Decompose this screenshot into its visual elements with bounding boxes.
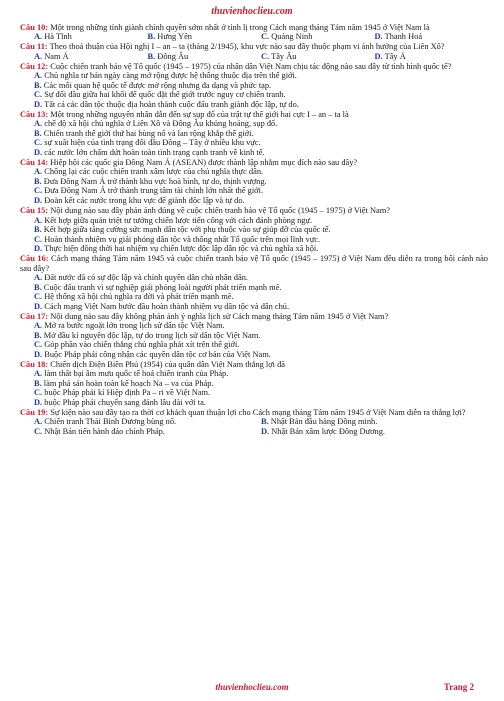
option-letter: B. xyxy=(34,80,42,90)
option-text: Kết hợp giữa tăng cường sức mạnh dân tộc với phụ thuộc vào sự giúp đỡ của quốc tế. xyxy=(41,225,331,235)
option-letter: D. xyxy=(34,99,43,109)
answer-option xyxy=(34,388,210,397)
option-text: Kết hợp giữa quán triệt tư tưởng chiến lược tiến công với cách đánh phòng ngự. xyxy=(42,215,313,225)
question-text: Nội dung nào sau đây phản ánh đúng về cuộc chiến tranh bảo vệ Tổ quốc (1945 – 1975) ở Việt Nam? xyxy=(48,206,390,216)
option-letter: B. xyxy=(34,225,42,235)
option-text: Mở đầu kỉ nguyên độc lập, tự do trong lịch sử dân tộc Việt Nam. xyxy=(41,330,261,340)
option-letter: C. xyxy=(34,90,43,100)
option-text: Tất cả các dân tộc thuộc địa hoàn thành cuộc đấu tranh giành độc lập, tự do. xyxy=(42,99,299,109)
option-text: Cách mạng Việt Nam bước đầu hoàn thành nhiệm vụ dân tộc và dân chủ. xyxy=(42,301,290,311)
option-text: Đất nước đã có sự độc lập và chính quyền dân chủ nhân dân. xyxy=(42,273,248,283)
question-stem xyxy=(20,360,488,370)
option-text: Đông Âu xyxy=(155,51,189,61)
option-letter: D. xyxy=(34,244,43,254)
option-text: sự xuất hiện của tình trạng đối đầu Đông – Tây ở nhiều khu vực. xyxy=(42,138,261,148)
question-number: Câu 19: xyxy=(20,407,49,417)
answer-option xyxy=(375,32,423,41)
option-letter: B. xyxy=(261,417,269,427)
option-letter: C. xyxy=(34,388,43,398)
option-letter: D. xyxy=(261,426,270,436)
question-text: Hiệp hội các quốc gia Đông Nam Á (ASEAN) được thành lập nhằm mục đích nào sau đây? xyxy=(48,157,358,167)
answer-option xyxy=(34,302,289,311)
option-text: Tây Âu xyxy=(269,51,297,61)
option-text: Hưng Yên xyxy=(155,32,192,42)
answer-option xyxy=(34,148,265,157)
option-letter: A. xyxy=(34,32,43,42)
option-letter: D. xyxy=(34,349,43,359)
question-block xyxy=(20,158,488,206)
option-text: buộc Pháp phải kí Hiệp định Pa – ri về Việt Nam. xyxy=(42,388,211,398)
answer-option xyxy=(34,225,331,234)
question-number: Câu 15: xyxy=(20,206,49,216)
answer-option xyxy=(261,52,296,61)
options-row xyxy=(20,32,488,42)
answer-option xyxy=(34,369,228,378)
page-footer xyxy=(0,682,504,694)
question-stem xyxy=(20,42,488,52)
option-text: Đưa Đông Nam Á trở thành trung tâm tài chính lớn nhất thế giới. xyxy=(42,186,264,196)
option-letter: D. xyxy=(34,195,43,205)
option-letter: A. xyxy=(34,321,43,331)
option-text: các nước lớn chấm dứt hoàn toàn tình trạng cạnh tranh về kinh tế. xyxy=(42,147,265,157)
answer-option xyxy=(34,340,239,349)
question-text: Một trong những nguyên nhân dẫn đến sự sụp đổ của trật tự thế giới hai cực I – an – ta là xyxy=(48,109,349,119)
option-letter: B. xyxy=(34,378,42,388)
option-letter: B. xyxy=(34,176,42,186)
option-text: Đoàn kết các nước trong khu vực để giành độc lập và tự do. xyxy=(42,195,245,205)
question-stem xyxy=(20,158,488,168)
question-text: Theo thoả thuận của Hội nghị I – an – ta (tháng 2/1945), khu vực nào sau đây thuộc phạm vi ảnh hưởng của Liên Xô? xyxy=(47,42,445,52)
question-stem xyxy=(20,408,488,418)
option-letter: C. xyxy=(261,32,270,42)
answer-option xyxy=(34,321,225,330)
answer-option xyxy=(34,379,214,388)
option-letter: C. xyxy=(34,340,43,350)
option-text: Quảng Ninh xyxy=(269,32,313,42)
answer-option xyxy=(34,186,263,195)
option-text: Thanh Hoá xyxy=(382,32,423,42)
option-letter: D. xyxy=(34,147,43,157)
option-letter: B. xyxy=(34,282,42,292)
question-number: Câu 13: xyxy=(20,109,49,119)
question-number: Câu 11: xyxy=(20,42,48,52)
question-number: Câu 12: xyxy=(20,61,49,71)
option-text: Nhật Bản tiến hành đảo chính Pháp. xyxy=(42,426,165,436)
answer-option xyxy=(261,417,377,426)
option-text: Chủ nghĩa tư bản ngày càng mở rộng được hệ thống thuộc địa trên thế giới. xyxy=(42,71,297,81)
option-letter: C. xyxy=(34,292,43,302)
option-letter: D. xyxy=(374,32,383,42)
answer-option xyxy=(34,292,234,301)
option-letter: D. xyxy=(34,397,43,407)
option-letter: B. xyxy=(147,51,156,61)
question-text: Chiến dịch Điện Biên Phủ (1954) của quân dân Việt Nam thắng lợi đã xyxy=(48,359,285,369)
option-text: làm phá sản hoàn toàn kế hoạch Na – va của Pháp. xyxy=(41,378,214,388)
question-stem xyxy=(20,254,488,273)
answer-option xyxy=(34,273,248,282)
answer-option xyxy=(375,52,406,61)
question-number: Câu 10: xyxy=(20,22,49,32)
option-text: Mở ra bước ngoặt lớn trong lịch sử dân tộc Việt Nam. xyxy=(42,321,225,331)
option-text: làm thất bại âm mưu quốc tế hoá chiến tranh của Pháp. xyxy=(42,369,229,379)
answer-option xyxy=(34,216,312,225)
question-block xyxy=(20,360,488,408)
answer-option xyxy=(34,427,165,436)
question-text: Sự kiện nào sau đây tạo ra thời cơ khách quan thuận lợi cho Cách mạng tháng Tám năm 1945 ở Việt Nam diễn ra thắng lợi? xyxy=(48,407,466,417)
option-text: Buộc Pháp phải công nhận các quyền dân tộc cơ bản của Việt Nam. xyxy=(42,349,271,359)
question-number: Câu 17: xyxy=(20,311,49,321)
answer-option xyxy=(261,32,312,41)
option-letter: A. xyxy=(34,167,43,177)
option-text: Sự đối đầu giữa hai khối đế quốc đặt thế giới trước nguy cơ chiến tranh. xyxy=(42,90,286,100)
option-letter: C. xyxy=(34,186,43,196)
option-text: Tây Á xyxy=(382,51,406,61)
option-text: Các mối quan hệ quốc tế được mở rộng nhưng đa dạng và phức tạp. xyxy=(41,80,272,90)
page-number: Trang 2 xyxy=(443,682,474,692)
answer-option xyxy=(34,81,271,90)
question-block xyxy=(20,206,488,254)
footer-site-link[interactable]: thuvienhoclieu.com xyxy=(215,682,289,692)
option-letter: B. xyxy=(34,128,42,138)
answer-option xyxy=(261,427,385,436)
question-number: Câu 14: xyxy=(20,157,49,167)
option-letter: B. xyxy=(34,330,42,340)
question-block xyxy=(20,23,488,42)
question-block xyxy=(20,312,488,360)
option-text: Thực hiện đồng thời hai nhiệm vụ chiến lược độc lập dân tộc và chủ nghĩa xã hội. xyxy=(42,244,319,254)
option-letter: A. xyxy=(34,369,43,379)
answer-option xyxy=(34,90,286,99)
option-letter: A. xyxy=(34,417,43,427)
question-stem xyxy=(20,62,488,72)
answer-option xyxy=(148,32,192,41)
option-text: Chống lại các cuộc chiến tranh xâm lược của chủ nghĩa thực dân. xyxy=(42,167,264,177)
option-letter: C. xyxy=(34,426,43,436)
question-list xyxy=(20,22,488,436)
answer-option xyxy=(34,235,320,244)
option-letter: D. xyxy=(374,51,383,61)
question-text: Cuộc chiến tranh bảo vệ Tổ quốc (1945 – 1975) của nhân dân Việt Nam chịu tác động nào sau đây từ tình hình quốc tế? xyxy=(48,61,452,71)
option-text: Chiến tranh Thái Bình Dương bùng nổ. xyxy=(42,417,177,427)
option-letter: A. xyxy=(34,273,43,283)
answer-option xyxy=(34,196,245,205)
answer-option xyxy=(34,32,72,41)
answer-option xyxy=(34,52,69,61)
option-letter: A. xyxy=(34,71,43,81)
option-text: Đưa Đông Nam Á trở thành khu vực hoà bình, tự do, thịnh vượng. xyxy=(41,176,267,186)
question-stem xyxy=(20,23,488,33)
options-row xyxy=(20,417,488,427)
answer-option xyxy=(34,71,297,80)
answer-option xyxy=(148,52,189,61)
option-text: Hà Tĩnh xyxy=(42,32,72,42)
option-text: Chiến tranh thế giới thứ hai bùng nổ và lan rộng khắp thế giới. xyxy=(41,128,254,138)
option-letter: C. xyxy=(261,51,270,61)
answer-option xyxy=(34,244,318,253)
answer-option xyxy=(34,138,261,147)
answer-option xyxy=(34,350,271,359)
answer-option xyxy=(34,331,260,340)
option-text: buộc Pháp phải chuyển sang đánh lâu dài với ta. xyxy=(42,397,206,407)
option-letter: A. xyxy=(34,215,43,225)
options-row xyxy=(20,427,488,437)
options-row xyxy=(20,52,488,62)
option-text: chế độ xã hội chủ nghĩa ở Liên Xô và Đông Âu khủng hoảng, sụp đổ. xyxy=(42,119,278,129)
answer-option xyxy=(34,417,176,426)
question-block xyxy=(20,62,488,110)
option-text: Nam Á xyxy=(42,51,69,61)
question-text: Cách mạng tháng Tám năm 1945 và cuộc chiến tranh bảo vệ Tổ quốc (1945 – 1975) ở Việt Nam đều diễn ra trong bối cảnh nào sau đây? xyxy=(20,254,488,273)
option-text: Nhật Bản đầu hàng Đồng minh. xyxy=(268,417,378,427)
answer-option xyxy=(34,100,299,109)
option-text: Hoàn thành nhiệm vụ giải phóng dân tộc và thống nhất Tổ quốc trên mọi lĩnh vực. xyxy=(42,234,321,244)
question-text: Nội dung nào sau đây không phản ánh ý nghĩa lịch sử Cách mạng tháng Tám năm 1945 ở Việt Nam? xyxy=(48,311,389,321)
option-letter: A. xyxy=(34,119,43,129)
question-block xyxy=(20,110,488,158)
answer-option xyxy=(34,283,282,292)
option-letter: C. xyxy=(34,138,43,148)
question-stem xyxy=(20,312,488,322)
question-number: Câu 18: xyxy=(20,359,49,369)
question-block xyxy=(20,254,488,311)
option-letter: B. xyxy=(147,32,156,42)
option-letter: A. xyxy=(34,51,43,61)
question-stem xyxy=(20,110,488,120)
question-block xyxy=(20,408,488,437)
site-header[interactable]: thuvienhoclieu.com xyxy=(211,6,293,17)
option-text: Cuộc đấu tranh vì sự nghiệp giải phóng loài người phát triển mạnh mẽ. xyxy=(41,282,282,292)
option-text: Góp phần vào chiến thắng chủ nghĩa phát xít trên thế giới. xyxy=(42,340,240,350)
answer-option xyxy=(34,167,263,176)
answer-option xyxy=(34,398,206,407)
question-text: Một trong những tỉnh giành chính quyền sớm nhất ở tỉnh lị trong Cách mạng tháng Tám năm 1945 ở Việt Nam là xyxy=(48,22,430,32)
answer-option xyxy=(34,129,254,138)
option-text: Hệ thống xã hội chủ nghĩa ra đời và phát triển mạnh mẽ. xyxy=(42,292,234,302)
question-number: Câu 16: xyxy=(20,254,49,264)
option-letter: D. xyxy=(34,301,43,311)
option-text: Nhật Bản xâm lược Đông Dương. xyxy=(269,426,386,436)
question-block xyxy=(20,42,488,61)
answer-option xyxy=(34,177,267,186)
option-letter: C. xyxy=(34,234,43,244)
answer-option xyxy=(34,119,277,128)
question-stem xyxy=(20,206,488,216)
